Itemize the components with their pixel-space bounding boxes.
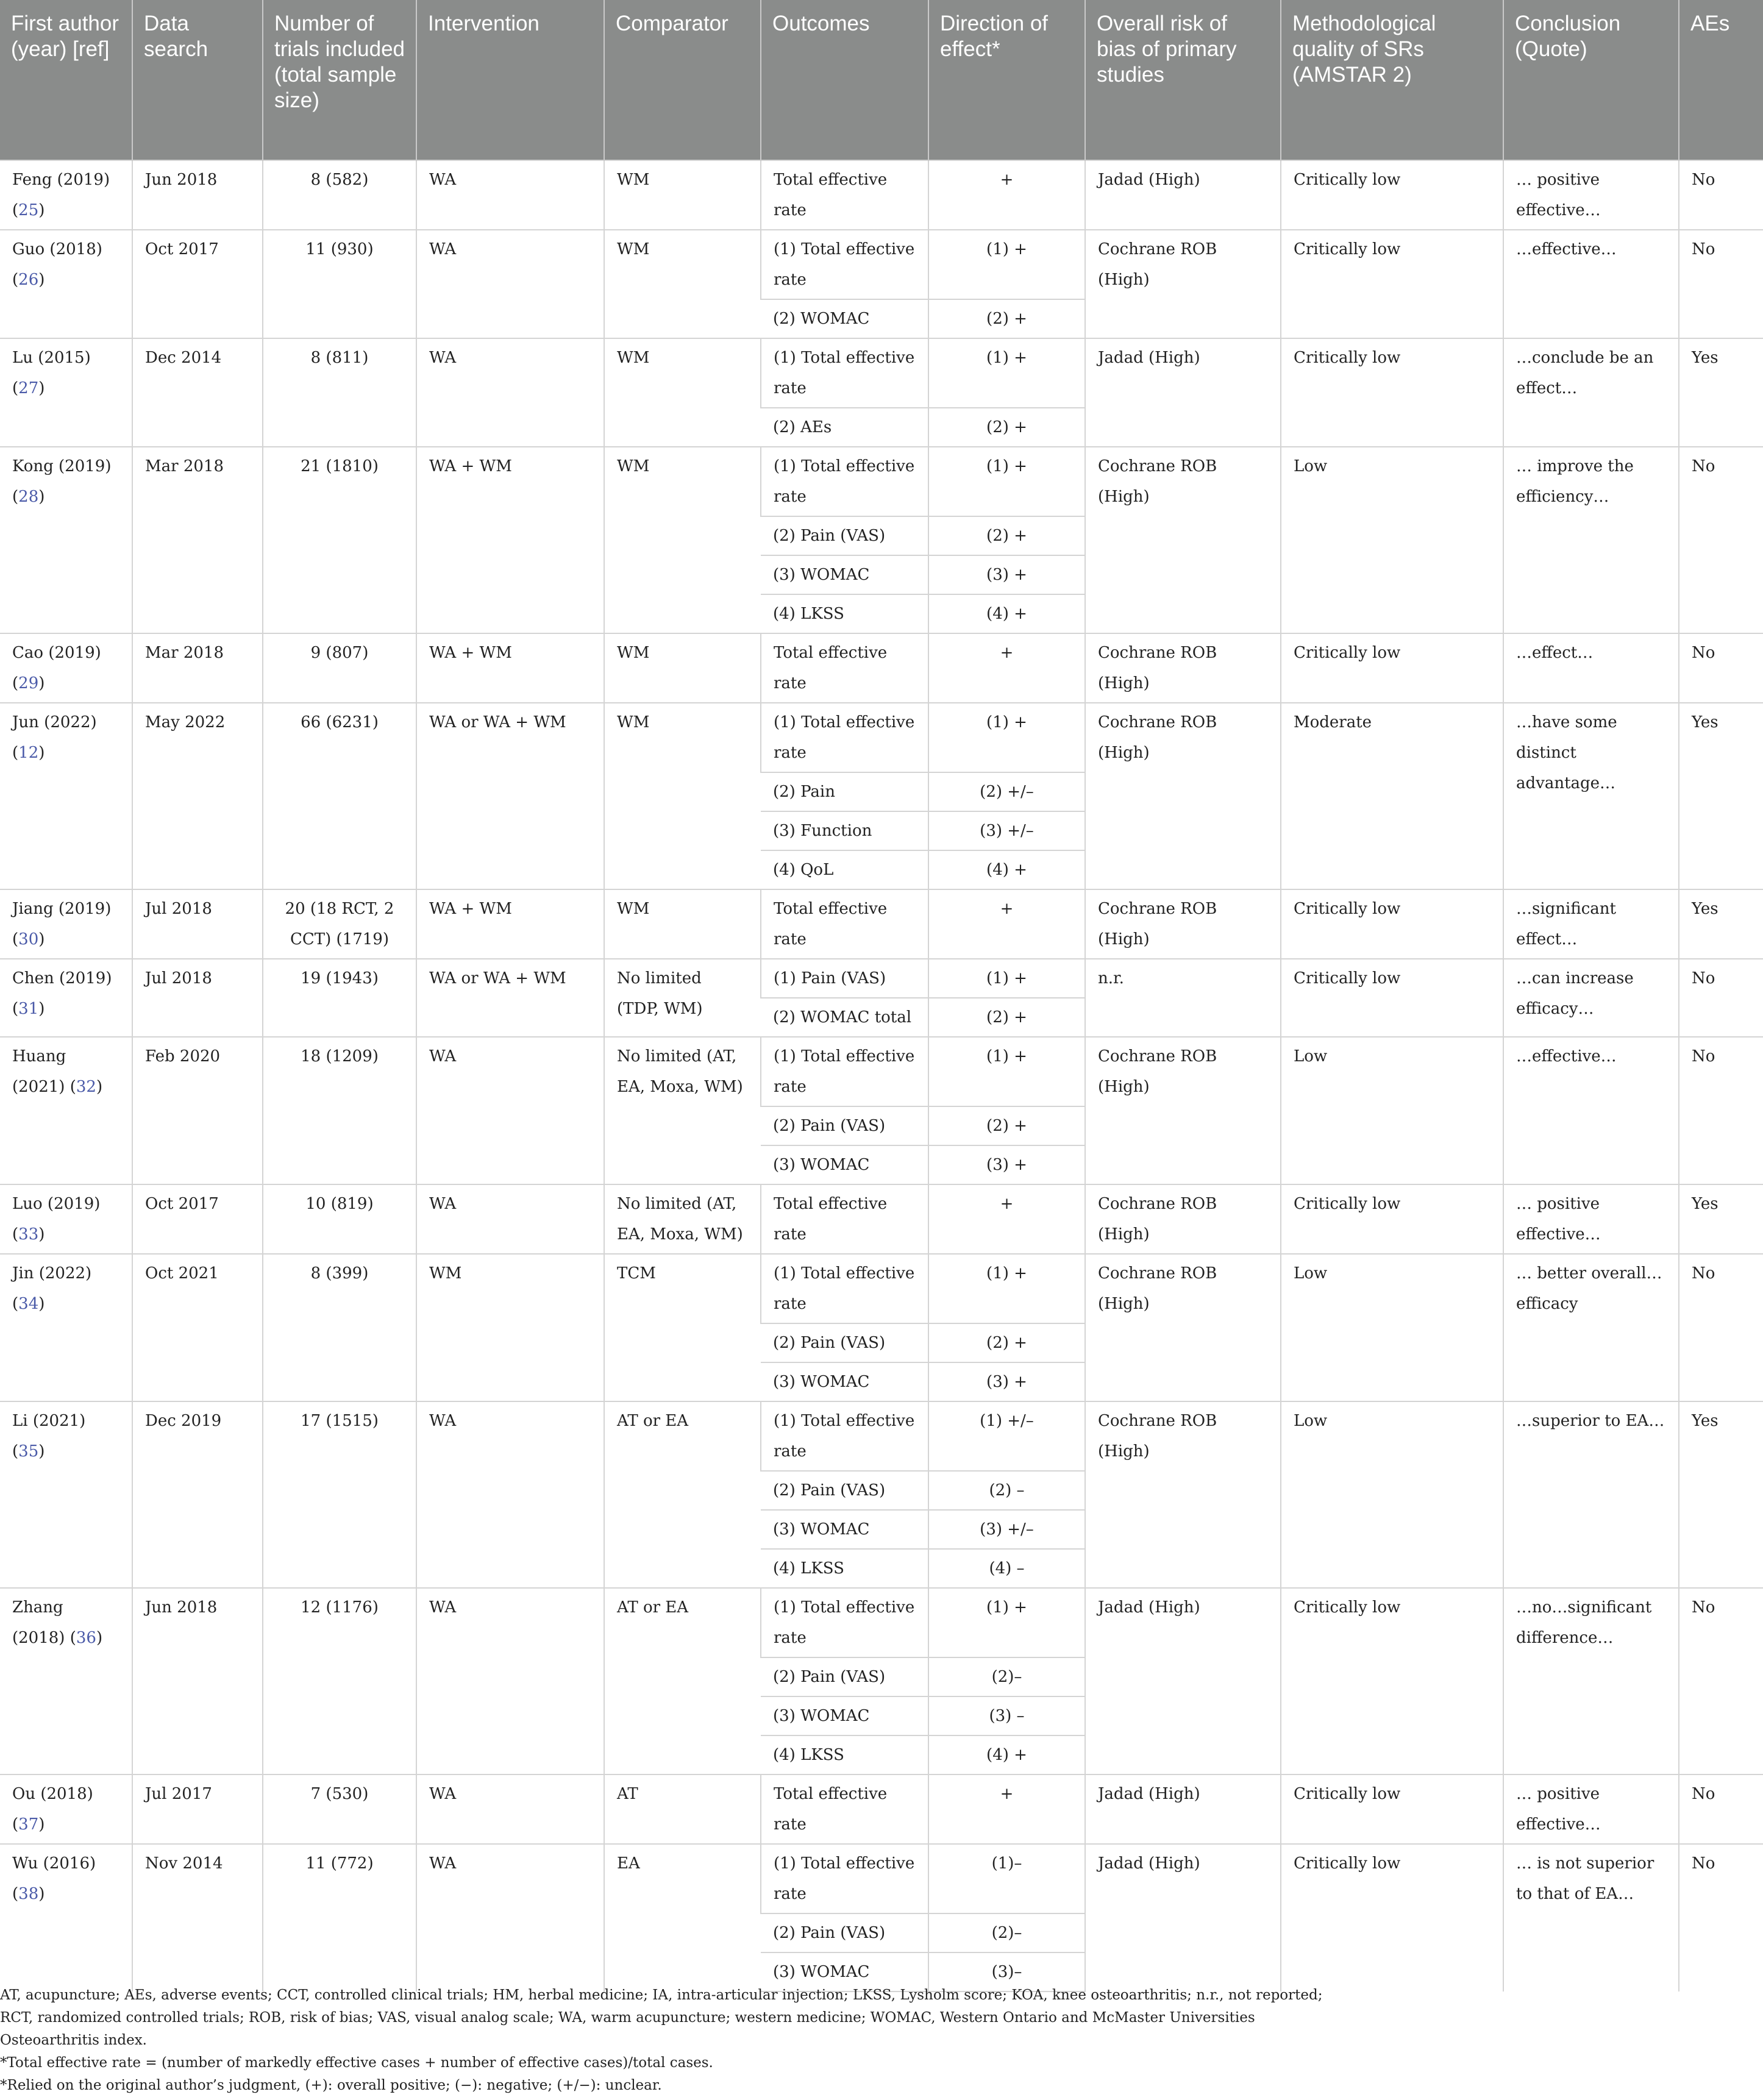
cell-direction: (2) + <box>928 299 1085 338</box>
cell-author: Jiang (2019) (30) <box>0 889 132 959</box>
cell-data-search: Feb 2020 <box>132 1037 263 1184</box>
cell-data-search: May 2022 <box>132 703 263 889</box>
cell-trials: 8 (811) <box>263 338 416 447</box>
cell-intervention: WM <box>416 1254 604 1401</box>
reference-link[interactable]: 25 <box>18 201 39 219</box>
cell-intervention: WA <box>416 1588 604 1774</box>
reference-link[interactable]: 28 <box>18 488 39 506</box>
cell-intervention: WA or WA + WM <box>416 959 604 1037</box>
author-name: Ou (2018) <box>12 1785 93 1803</box>
cell-trials: 8 (582) <box>263 160 416 230</box>
cell-aes: No <box>1679 1037 1763 1184</box>
cell-direction: (2)– <box>928 1657 1085 1696</box>
cell-risk-of-bias: Jadad (High) <box>1085 160 1281 230</box>
cell-author: Jin (2022) (34) <box>0 1254 132 1401</box>
table-row <box>0 447 1763 516</box>
cell-intervention: WA <box>416 1774 604 1844</box>
cell-direction: (2) – <box>928 1471 1085 1510</box>
cell-conclusion: … positive effective… <box>1503 1774 1679 1844</box>
cell-author: Kong (2019) (28) <box>0 447 132 633</box>
cell-direction: (4) + <box>928 594 1085 633</box>
col-header-author: First author (year) [ref] <box>0 0 132 160</box>
reference-link[interactable]: 29 <box>18 674 39 692</box>
cell-conclusion: …can increase efficacy… <box>1503 959 1679 1037</box>
cell-aes: Yes <box>1679 1401 1763 1588</box>
cell-risk-of-bias: Cochrane ROB (High) <box>1085 447 1281 633</box>
col-header-comparator: Comparator <box>604 0 761 160</box>
cell-quality: Critically low <box>1281 1844 1503 1991</box>
cell-comparator: AT or EA <box>604 1401 761 1588</box>
cell-direction: (3) + <box>928 1145 1085 1184</box>
cell-outcome: (1) Total effective rate <box>761 1844 928 1913</box>
cell-data-search: Jul 2017 <box>132 1774 263 1844</box>
author-name: Jun (2022) <box>12 713 97 731</box>
cell-conclusion: …effective… <box>1503 1037 1679 1184</box>
cell-direction: + <box>928 889 1085 959</box>
cell-comparator: EA <box>604 1844 761 1991</box>
cell-direction: (1) + <box>928 230 1085 299</box>
reference-link[interactable]: 34 <box>18 1295 39 1313</box>
table-row <box>0 1184 1763 1254</box>
cell-trials: 21 (1810) <box>263 447 416 633</box>
cell-author: Ou (2018) (37) <box>0 1774 132 1844</box>
cell-outcome: (3) WOMAC <box>761 1510 928 1549</box>
cell-intervention: WA or WA + WM <box>416 703 604 889</box>
col-header-direction: Direction of effect* <box>928 0 1085 160</box>
cell-trials: 9 (807) <box>263 633 416 703</box>
cell-direction: (3) +/– <box>928 811 1085 850</box>
cell-aes: No <box>1679 1774 1763 1844</box>
cell-aes: No <box>1679 1588 1763 1774</box>
cell-direction: (4) – <box>928 1549 1085 1588</box>
cell-quality: Critically low <box>1281 338 1503 447</box>
table-row <box>0 160 1763 230</box>
footnote-abbreviations-1: AT, acupuncture; AEs, adverse events; CCT, controlled clinical trials; HM, herbal medicine; IA, intra-articular injection; LKSS, Lysholm score; KOA, knee osteoarthritis; n.r., not reported; <box>0 1987 1323 2003</box>
cell-conclusion: …have some distinct advantage… <box>1503 703 1679 889</box>
cell-comparator: WM <box>604 703 761 889</box>
cell-outcome: (3) Function <box>761 811 928 850</box>
table-row <box>0 230 1763 299</box>
cell-comparator: AT <box>604 1774 761 1844</box>
cell-direction: (2) + <box>928 408 1085 447</box>
cell-intervention: WA + WM <box>416 889 604 959</box>
cell-outcome: Total effective rate <box>761 160 928 230</box>
cell-outcome: (3) WOMAC <box>761 1145 928 1184</box>
cell-outcome: (1) Total effective rate <box>761 1588 928 1657</box>
cell-direction: (3) + <box>928 1362 1085 1401</box>
cell-quality: Low <box>1281 447 1503 633</box>
cell-quality: Low <box>1281 1037 1503 1184</box>
reference-link[interactable]: 37 <box>18 1815 39 1834</box>
cell-data-search: Mar 2018 <box>132 447 263 633</box>
cell-comparator: WM <box>604 338 761 447</box>
cell-comparator: No limited (AT, EA, Moxa, WM) <box>604 1037 761 1184</box>
cell-author: Wu (2016) (38) <box>0 1844 132 1991</box>
cell-trials: 20 (18 RCT, 2 CCT) (1719) <box>263 889 416 959</box>
table-row <box>0 703 1763 772</box>
cell-comparator: WM <box>604 447 761 633</box>
cell-direction: (3) +/– <box>928 1510 1085 1549</box>
cell-comparator: WM <box>604 230 761 338</box>
cell-aes: No <box>1679 230 1763 338</box>
cell-trials: 17 (1515) <box>263 1401 416 1588</box>
reference-link[interactable]: 27 <box>18 379 39 397</box>
cell-intervention: WA <box>416 1037 604 1184</box>
reference-link[interactable]: 26 <box>18 271 39 289</box>
cell-outcome: (2) Pain (VAS) <box>761 1106 928 1145</box>
cell-outcome: (2) Pain <box>761 772 928 811</box>
cell-trials: 7 (530) <box>263 1774 416 1844</box>
cell-quality: Critically low <box>1281 633 1503 703</box>
col-header-quality: Methodological quality of SRs (AMSTAR 2) <box>1281 0 1503 160</box>
cell-outcome: (2) Pain (VAS) <box>761 1323 928 1362</box>
cell-intervention: WA <box>416 1844 604 1991</box>
cell-author: Li (2021) (35) <box>0 1401 132 1588</box>
cell-risk-of-bias: Cochrane ROB (High) <box>1085 1254 1281 1401</box>
cell-author: Chen (2019) (31) <box>0 959 132 1037</box>
cell-author: Cao (2019) (29) <box>0 633 132 703</box>
col-header-aes: AEs <box>1679 0 1763 160</box>
cell-author: Jun (2022) (12) <box>0 703 132 889</box>
reference-link[interactable]: 33 <box>18 1225 39 1244</box>
cell-comparator: No limited (TDP, WM) <box>604 959 761 1037</box>
cell-direction: + <box>928 633 1085 703</box>
cell-outcome: Total effective rate <box>761 1184 928 1254</box>
cell-comparator: No limited (AT, EA, Moxa, WM) <box>604 1184 761 1254</box>
cell-outcome: (2) Pain (VAS) <box>761 516 928 555</box>
cell-aes: Yes <box>1679 703 1763 889</box>
cell-outcome: (2) WOMAC total <box>761 998 928 1037</box>
cell-direction: + <box>928 1184 1085 1254</box>
cell-conclusion: …significant effect… <box>1503 889 1679 959</box>
col-header-intervention: Intervention <box>416 0 604 160</box>
table-row <box>0 1774 1763 1844</box>
cell-data-search: Mar 2018 <box>132 633 263 703</box>
author-name: Guo (2018) <box>12 240 102 258</box>
cell-direction: (1) + <box>928 959 1085 998</box>
cell-data-search: Dec 2019 <box>132 1401 263 1588</box>
cell-risk-of-bias: Cochrane ROB (High) <box>1085 889 1281 959</box>
col-header-data-search: Data search <box>132 0 263 160</box>
cell-intervention: WA <box>416 338 604 447</box>
cell-intervention: WA <box>416 1401 604 1588</box>
cell-aes: No <box>1679 447 1763 633</box>
col-header-conclusion: Conclusion (Quote) <box>1503 0 1679 160</box>
cell-direction: (1) + <box>928 447 1085 516</box>
table-row <box>0 1037 1763 1106</box>
author-name: Huang (2021) <box>12 1047 66 1096</box>
cell-outcome: (1) Total effective rate <box>761 1401 928 1471</box>
cell-risk-of-bias: Jadad (High) <box>1085 1588 1281 1774</box>
cell-outcome: (1) Total effective rate <box>761 1254 928 1323</box>
cell-data-search: Jun 2018 <box>132 160 263 230</box>
reference-link[interactable]: 32 <box>76 1078 96 1096</box>
cell-data-search: Oct 2017 <box>132 230 263 338</box>
author-name: Li (2021) <box>12 1412 86 1430</box>
cell-direction: (1) + <box>928 1588 1085 1657</box>
cell-direction: (1) + <box>928 1254 1085 1323</box>
col-header-bias: Overall risk of bias of primary studies <box>1085 0 1281 160</box>
table-row <box>0 338 1763 408</box>
author-name: Wu (2016) <box>12 1854 96 1873</box>
cell-outcome: (4) QoL <box>761 850 928 889</box>
cell-quality: Low <box>1281 1401 1503 1588</box>
footnote-direction-of-effect: *Relied on the original author’s judgment, (+): overall positive; (−): negative; (+/−): unclear. <box>0 2077 662 2093</box>
author-name: Kong (2019) <box>12 457 112 475</box>
cell-author: Zhang (2018) (36) <box>0 1588 132 1774</box>
cell-outcome: (2) Pain (VAS) <box>761 1913 928 1952</box>
cell-comparator: TCM <box>604 1254 761 1401</box>
cell-trials: 12 (1176) <box>263 1588 416 1774</box>
cell-direction: + <box>928 160 1085 230</box>
cell-aes: No <box>1679 1254 1763 1401</box>
cell-direction: (2) +/– <box>928 772 1085 811</box>
cell-risk-of-bias: Cochrane ROB (High) <box>1085 1401 1281 1588</box>
cell-data-search: Jul 2018 <box>132 959 263 1037</box>
table-row <box>0 633 1763 703</box>
cell-risk-of-bias: Cochrane ROB (High) <box>1085 230 1281 338</box>
cell-outcome: (2) AEs <box>761 408 928 447</box>
cell-author: Guo (2018) (26) <box>0 230 132 338</box>
cell-outcome: (3) WOMAC <box>761 1362 928 1401</box>
cell-outcome: (2) Pain (VAS) <box>761 1471 928 1510</box>
reference-link[interactable]: 12 <box>18 744 39 762</box>
cell-data-search: Dec 2014 <box>132 338 263 447</box>
cell-outcome: (3) WOMAC <box>761 555 928 594</box>
table-row <box>0 1401 1763 1471</box>
cell-conclusion: … is not superior to that of EA… <box>1503 1844 1679 1991</box>
header-row <box>0 0 1763 160</box>
cell-conclusion: … positive effective… <box>1503 1184 1679 1254</box>
cell-author: Lu (2015) (27) <box>0 338 132 447</box>
cell-trials: 18 (1209) <box>263 1037 416 1184</box>
cell-outcome: (2) WOMAC <box>761 299 928 338</box>
cell-risk-of-bias: Jadad (High) <box>1085 338 1281 447</box>
cell-data-search: Jul 2018 <box>132 889 263 959</box>
author-name: Chen (2019) <box>12 969 112 988</box>
table-row <box>0 1254 1763 1323</box>
cell-direction: (2) + <box>928 516 1085 555</box>
author-name: Cao (2019) <box>12 644 101 662</box>
cell-outcome: (1) Pain (VAS) <box>761 959 928 998</box>
cell-direction: (2) + <box>928 998 1085 1037</box>
cell-conclusion: … improve the efficiency… <box>1503 447 1679 633</box>
cell-author: Huang (2021) (32) <box>0 1037 132 1184</box>
cell-risk-of-bias: Cochrane ROB (High) <box>1085 703 1281 889</box>
cell-quality: Moderate <box>1281 703 1503 889</box>
author-name: Luo (2019) <box>12 1195 101 1213</box>
cell-data-search: Nov 2014 <box>132 1844 263 1991</box>
table-row <box>0 889 1763 959</box>
cell-author: Luo (2019) (33) <box>0 1184 132 1254</box>
cell-risk-of-bias: Jadad (High) <box>1085 1774 1281 1844</box>
footnote-total-effective-rate: *Total effective rate = (number of markedly effective cases + number of effective cases)/total cases. <box>0 2055 713 2071</box>
author-name: Lu (2015) <box>12 349 91 367</box>
col-header-trials: Number of trials included (total sample size) <box>263 0 416 160</box>
footnote-abbreviations-2: RCT, randomized controlled trials; ROB, risk of bias; VAS, visual analog scale; WA, warm acupuncture; western medicine; WOMAC, Western Ontario and McMaster Universities <box>0 2010 1255 2026</box>
cell-direction: (3)– <box>928 1952 1085 1991</box>
cell-intervention: WA + WM <box>416 447 604 633</box>
author-name: Jin (2022) <box>12 1264 92 1283</box>
reference-link[interactable]: 36 <box>76 1629 96 1647</box>
table-body <box>0 160 1763 1991</box>
cell-conclusion: … positive effective… <box>1503 160 1679 230</box>
cell-aes: Yes <box>1679 1184 1763 1254</box>
author-name: Jiang (2019) <box>12 900 112 918</box>
cell-comparator: WM <box>604 889 761 959</box>
author-name: Zhang (2018) <box>12 1598 65 1647</box>
cell-direction: (1) + <box>928 1037 1085 1106</box>
cell-intervention: WA + WM <box>416 633 604 703</box>
cell-direction: (2)– <box>928 1913 1085 1952</box>
cell-conclusion: … better overall… efficacy <box>1503 1254 1679 1401</box>
cell-outcome: (4) LKSS <box>761 1735 928 1774</box>
cell-direction: (1) +/– <box>928 1401 1085 1471</box>
author-name: Feng (2019) <box>12 171 110 189</box>
reference-link[interactable]: 35 <box>18 1442 39 1461</box>
cell-direction: (1) + <box>928 338 1085 408</box>
cell-direction: (1) + <box>928 703 1085 772</box>
cell-risk-of-bias: Cochrane ROB (High) <box>1085 1037 1281 1184</box>
cell-comparator: AT or EA <box>604 1588 761 1774</box>
cell-conclusion: …superior to EA… <box>1503 1401 1679 1588</box>
cell-conclusion: …conclude be an effect… <box>1503 338 1679 447</box>
cell-outcome: (4) LKSS <box>761 1549 928 1588</box>
cell-direction: (1)– <box>928 1844 1085 1913</box>
cell-conclusion: …no…significant difference… <box>1503 1588 1679 1774</box>
cell-trials: 11 (930) <box>263 230 416 338</box>
cell-intervention: WA <box>416 160 604 230</box>
col-header-outcomes: Outcomes <box>761 0 928 160</box>
cell-trials: 8 (399) <box>263 1254 416 1401</box>
cell-trials: 11 (772) <box>263 1844 416 1991</box>
cell-intervention: WA <box>416 1184 604 1254</box>
cell-outcome: (4) LKSS <box>761 594 928 633</box>
cell-comparator: WM <box>604 160 761 230</box>
cell-quality: Critically low <box>1281 1774 1503 1844</box>
cell-outcome: (1) Total effective rate <box>761 230 928 299</box>
cell-direction: (2) + <box>928 1106 1085 1145</box>
cell-aes: Yes <box>1679 889 1763 959</box>
cell-outcome: Total effective rate <box>761 1774 928 1844</box>
cell-outcome: (1) Total effective rate <box>761 703 928 772</box>
cell-author: Feng (2019) (25) <box>0 160 132 230</box>
reference-link[interactable]: 30 <box>18 930 39 949</box>
cell-aes: No <box>1679 633 1763 703</box>
cell-comparator: WM <box>604 633 761 703</box>
cell-data-search: Oct 2017 <box>132 1184 263 1254</box>
cell-data-search: Jun 2018 <box>132 1588 263 1774</box>
cell-data-search: Oct 2021 <box>132 1254 263 1401</box>
cell-direction: (3) + <box>928 555 1085 594</box>
cell-aes: No <box>1679 959 1763 1037</box>
cell-quality: Critically low <box>1281 1184 1503 1254</box>
cell-trials: 10 (819) <box>263 1184 416 1254</box>
cell-risk-of-bias: Cochrane ROB (High) <box>1085 633 1281 703</box>
cell-outcome: (1) Total effective rate <box>761 447 928 516</box>
cell-risk-of-bias: Cochrane ROB (High) <box>1085 1184 1281 1254</box>
cell-quality: Low <box>1281 1254 1503 1401</box>
cell-quality: Critically low <box>1281 230 1503 338</box>
cell-quality: Critically low <box>1281 160 1503 230</box>
cell-aes: No <box>1679 1844 1763 1991</box>
cell-outcome: (3) WOMAC <box>761 1952 928 1991</box>
cell-risk-of-bias: n.r. <box>1085 959 1281 1037</box>
cell-quality: Critically low <box>1281 959 1503 1037</box>
table-footnotes <box>0 1984 1763 2097</box>
cell-aes: No <box>1679 160 1763 230</box>
cell-direction: (2) + <box>928 1323 1085 1362</box>
reference-link[interactable]: 31 <box>18 1000 39 1018</box>
cell-risk-of-bias: Jadad (High) <box>1085 1844 1281 1991</box>
cell-outcome: (1) Total effective rate <box>761 338 928 408</box>
cell-outcome: Total effective rate <box>761 889 928 959</box>
cell-conclusion: …effective… <box>1503 230 1679 338</box>
cell-direction: (4) + <box>928 1735 1085 1774</box>
table-row <box>0 959 1763 998</box>
cell-direction: (4) + <box>928 850 1085 889</box>
cell-direction: + <box>928 1774 1085 1844</box>
cell-outcome: Total effective rate <box>761 633 928 703</box>
cell-trials: 66 (6231) <box>263 703 416 889</box>
cell-direction: (3) – <box>928 1696 1085 1735</box>
table-row <box>0 1588 1763 1657</box>
reference-link[interactable]: 38 <box>18 1885 39 1903</box>
cell-quality: Critically low <box>1281 889 1503 959</box>
cell-trials: 19 (1943) <box>263 959 416 1037</box>
cell-intervention: WA <box>416 230 604 338</box>
cell-outcome: (3) WOMAC <box>761 1696 928 1735</box>
table-row <box>0 1844 1763 1913</box>
cell-conclusion: …effect… <box>1503 633 1679 703</box>
cell-aes: Yes <box>1679 338 1763 447</box>
cell-outcome: (2) Pain (VAS) <box>761 1657 928 1696</box>
footnote-abbreviations-3: Osteoarthritis index. <box>0 2032 147 2048</box>
cell-outcome: (1) Total effective rate <box>761 1037 928 1106</box>
cell-quality: Critically low <box>1281 1588 1503 1774</box>
